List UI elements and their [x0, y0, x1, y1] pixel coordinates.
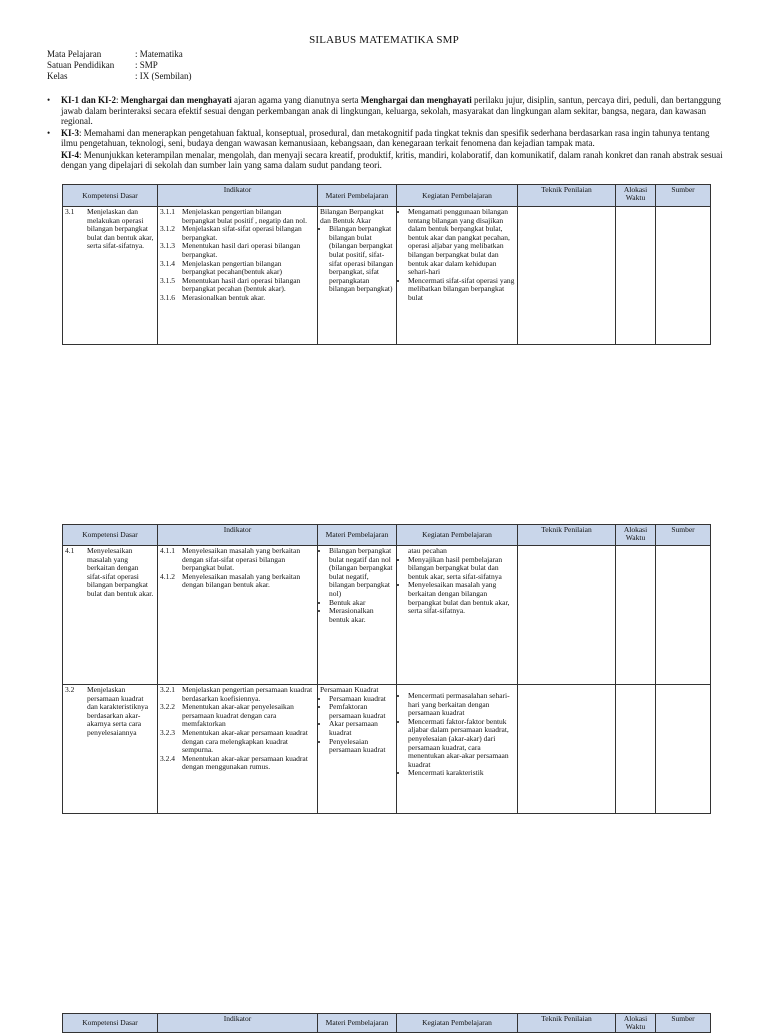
continued-text: atau pecahan — [408, 546, 447, 555]
meta-label: Satuan Pendidikan — [47, 60, 115, 70]
meta-label: Mata Pelajaran — [47, 49, 102, 59]
ki-text: ajaran agama yang dianutnya serta — [231, 95, 361, 105]
meta-value: : Matematika — [135, 49, 183, 59]
list-item: • Mengamati penggunaan bilangan tentang bilangan yang disajikan dalam bentuk berpangkat bulat, bentuk akar dan pangkat pecahan, operasi aljabar yang melibatkan bilangan berpangkat bulat dan bentuk akar dalam kehidupan sehari-hari — [408, 208, 515, 277]
indicator-item — [160, 755, 315, 772]
indicator-text: Merasionalkan bentuk akar. — [182, 292, 266, 302]
kegiatan-cell — [397, 546, 518, 685]
ki-label: KI-4 — [61, 149, 79, 160]
syllabus-table — [62, 184, 711, 345]
sumber-cell — [656, 546, 711, 685]
indicator-item — [160, 260, 315, 277]
sumber-cell — [656, 685, 711, 814]
col-header-teknik: Teknik Penilaian — [518, 1014, 616, 1033]
indicator-number: 3.1.3 — [160, 241, 175, 251]
indicator-item — [160, 242, 315, 259]
indicator-number: 4.1.2 — [160, 571, 175, 581]
list-item: • Penyelesaian persamaan kuadrat — [329, 738, 394, 755]
indicator-text: Menjelaskan pengertian bilangan berpangkat bulat positif , negatip dan nol. — [182, 207, 307, 225]
col-header-materi: Materi Pembelajaran — [318, 525, 397, 546]
col-header-kd: Kompetensi Dasar — [63, 525, 158, 546]
meta-row — [47, 71, 192, 82]
ki-emphasis: Menghargai dan menghayati — [360, 95, 472, 105]
indicator-item — [160, 208, 315, 225]
col-header-alokasi: Alokasi Waktu — [616, 185, 656, 207]
ki-colon: : — [116, 95, 121, 105]
meta-value: : IX (Sembilan) — [135, 71, 192, 81]
materi-cell — [318, 207, 397, 345]
indikator-cell — [158, 546, 318, 685]
meta-value: : SMP — [135, 60, 158, 70]
indicator-number: 3.1.6 — [160, 292, 175, 302]
indicator-text: Menjelaskan pengertian persamaan kuadrat berdasarkan koefisiennya. — [182, 685, 313, 703]
sumber-cell — [656, 207, 711, 345]
meta-row — [47, 49, 192, 60]
col-header-kegiatan: Kegiatan Pembelajaran — [397, 185, 518, 207]
materi-heading: Bilangan Berpangkat dan Bentuk Akar — [320, 207, 384, 225]
col-header-sumber: Sumber — [656, 1014, 711, 1033]
kegiatan-cell — [397, 207, 518, 345]
ki-label: KI-1 dan KI-2 — [61, 95, 117, 105]
indicator-text: Menentukan hasil dari operasi bilangan berpangkat pecahan (bentuk akar). — [182, 275, 301, 294]
list-item: • Bilangan berpangkat bulat negatif dan nol (bilangan berpangkat bulat negatif, bilangan berpangkat nol) — [329, 547, 394, 599]
table-header-row — [63, 1014, 711, 1033]
kd-text: Menyelesaikan masalah yang berkaitan dengan sifat-sifat operasi bilangan berpangkat bulat dan bentuk akar. — [87, 546, 154, 598]
indicator-text: Menentukan akar-akar persamaan kuadrat dengan cara melengkapkan kuadrat sempurna. — [182, 727, 308, 755]
indicator-item — [160, 686, 315, 703]
course-meta — [47, 49, 192, 82]
materi-cell — [318, 546, 397, 685]
col-header-indikator: Indikator — [158, 525, 318, 546]
materi-cell — [318, 685, 397, 814]
ki-label: KI-3 — [61, 127, 79, 138]
col-header-teknik: Teknik Penilaian — [518, 525, 616, 546]
indicator-number: 3.1.2 — [160, 224, 175, 234]
col-header-sumber: Sumber — [656, 185, 711, 207]
col-header-kegiatan: Kegiatan Pembelajaran — [397, 525, 518, 546]
teknik-cell — [518, 207, 616, 345]
materi-heading: Persamaan Kuadrat — [320, 685, 379, 694]
indicator-number: 3.2.2 — [160, 702, 175, 712]
table-row — [63, 546, 711, 685]
col-header-kegiatan: Kegiatan Pembelajaran — [397, 1014, 518, 1033]
kd-cell — [63, 207, 158, 345]
list-item: • Merasionalkan bentuk akar. — [329, 607, 394, 624]
col-header-indikator: Indikator — [158, 185, 318, 207]
col-header-sumber: Sumber — [656, 525, 711, 546]
list-item: • Mencermati karakteristik — [408, 769, 515, 778]
kd-text: Menjelaskan dan melakukan operasi bilangan berpangkat bulat dan bentuk akar, serta sifat-sifatnya. — [87, 207, 154, 251]
indicator-text: Menjelaskan pengertian bilangan berpangkat pecahan(bentuk akar) — [182, 258, 282, 277]
indicator-item — [160, 277, 315, 294]
ki-3 — [47, 128, 727, 149]
indikator-cell — [158, 207, 318, 345]
teknik-cell — [518, 546, 616, 685]
meta-row — [47, 60, 192, 71]
bullet-icon: • — [47, 95, 51, 105]
col-header-materi: Materi Pembelajaran — [318, 1014, 397, 1033]
teknik-cell — [518, 685, 616, 814]
col-header-alokasi: Alokasi Waktu — [616, 525, 656, 546]
syllabus-table — [62, 524, 711, 814]
indicator-number: 3.2.3 — [160, 727, 175, 737]
list-item: • Mencermati faktor-faktor bentuk aljabar dalam persamaan kuadrat, penyelesaian (akar-akar) dari persamaan kuadrat, cara menentukan akar-akar persamaan kuadrat — [408, 718, 515, 770]
ki-4 — [47, 150, 727, 171]
indicator-text: Menyelesaikan masalah yang berkaitan dengan sifat-sifat operasi bilangan berpangkat bulat. — [182, 546, 301, 573]
indicator-number: 3.2.4 — [160, 753, 175, 763]
kd-number: 3.1 — [65, 207, 75, 216]
table-header-row — [63, 185, 711, 207]
indicator-number: 3.2.1 — [160, 685, 175, 694]
list-item: • Bentuk akar — [329, 599, 394, 608]
page-title: SILABUS MATEMATIKA SMP — [309, 34, 459, 46]
col-header-indikator: Indikator — [158, 1014, 318, 1033]
indicator-item — [160, 729, 315, 755]
list-item: • Menyajikan hasil pembelajaran bilangan berpangkat bulat dan bentuk akar, serta sifat-sifatnya — [408, 556, 515, 582]
meta-label: Kelas — [47, 71, 68, 81]
indicator-number: 3.1.4 — [160, 258, 175, 268]
indicator-number: 3.1.5 — [160, 275, 175, 285]
alokasi-cell — [616, 207, 656, 345]
indicator-text: Menentukan akar-akar persamaan kuadrat dengan menggunakan rumus. — [182, 753, 308, 772]
syllabus-table — [62, 1013, 711, 1033]
kd-text: Menjelaskan persamaan kuadrat dan karakteristiknya berdasarkan akar-akarnya serta cara penyelesaiannya — [87, 685, 149, 737]
indicator-text: Menjelaskan sifat-sifat operasi bilangan berpangkat. — [182, 224, 302, 242]
bullet-icon: • — [47, 127, 51, 138]
list-item: • Pemfaktoran persamaan kuadrat — [329, 703, 394, 720]
indicator-item — [160, 225, 315, 242]
indicator-text: Menentukan akar-akar penyelesaikan persamaan kuadrat dengan cara memfaktorkan — [182, 702, 294, 729]
col-header-kd: Kompetensi Dasar — [63, 185, 158, 207]
list-item: • Bilangan berpangkat bilangan bulat (bilangan berpangkat bulat positif, sifat-sifat operasi bilangan berpangkat, sifat perpangkatan bilangan berpangkat) — [329, 225, 394, 294]
kd-cell — [63, 546, 158, 685]
indicator-item — [160, 573, 315, 590]
ki-emphasis: Menghargai dan menghayati — [120, 95, 232, 105]
col-header-teknik: Teknik Penilaian — [518, 185, 616, 207]
indicator-item — [160, 703, 315, 729]
list-item: • Akar persamaan kuadrat — [329, 720, 394, 737]
ki-text: perilaku jujur, disiplin, santun, percaya diri, peduli, dan bertanggung jawab dalam berinteraksi secara efektif sesuai dengan perkembangan anak di lingkungan, keluarga, sekolah, masyarakat dan lingkungan alam sekitar, bangsa, negara, dan kawasan regional. — [61, 95, 721, 126]
list-item: • Mencermati sifat-sifat operasi yang melibatkan bilangan berpangkat bulat — [408, 277, 515, 303]
indicator-item — [160, 547, 315, 573]
indicator-text: Menentukan hasil dari operasi bilangan berpangkat. — [182, 241, 301, 259]
col-header-materi: Materi Pembelajaran — [318, 185, 397, 207]
alokasi-cell — [616, 685, 656, 814]
indicator-number: 4.1.1 — [160, 546, 175, 555]
kd-number: 3.2 — [65, 685, 75, 694]
indicator-number: 3.1.1 — [160, 207, 175, 216]
indicator-text: Menyelesaikan masalah yang berkaitan dengan bilangan bentuk akar. — [182, 571, 301, 590]
kd-number: 4.1 — [65, 546, 75, 555]
table-row — [63, 685, 711, 814]
ki-text: : Menunjukkan keterampilan menalar, mengolah, dan menyaji secara kreatif, produktif, kritis, mandiri, kolaboratif, dan komunikatif, dalam ranah konkret dan ranah abstrak sesuai dengan yang dipelajari di sekolah dan sumber lain yang sama dalam sudut pandang teori. — [61, 149, 723, 170]
list-item: • Menyelesaikan masalah yang berkaitan dengan bilangan berpangkat bulat dan bentuk akar, serta sifat-sifatnya. — [408, 581, 515, 615]
kd-cell — [63, 685, 158, 814]
list-item: • Persamaan kuadrat — [329, 695, 394, 704]
ki-text: : Memahami dan menerapkan pengetahuan faktual, konseptual, prosedural, dan metakognitif pada tingkat teknis dan spesifik sederhana berdasarkan rasa ingin tahunya tentang ilmu pengetahuan, teknologi, seni, budaya dengan wawasan kemanusiaan, kebangsaan, dan kenegaraan terkait fenomena dan kejadian tampak mata. — [61, 127, 710, 148]
table-row — [63, 207, 711, 345]
kegiatan-cell — [397, 685, 518, 814]
indicator-item — [160, 294, 315, 303]
col-header-alokasi: Alokasi Waktu — [616, 1014, 656, 1033]
col-header-kd: Kompetensi Dasar — [63, 1014, 158, 1033]
indikator-cell — [158, 685, 318, 814]
alokasi-cell — [616, 546, 656, 685]
list-item: • Mencermati permasalahan sehari-hari yang berkaitan dengan persamaan kuadrat — [408, 692, 515, 718]
core-competencies — [47, 95, 727, 171]
table-header-row — [63, 525, 711, 546]
ki-1-2 — [47, 95, 727, 127]
